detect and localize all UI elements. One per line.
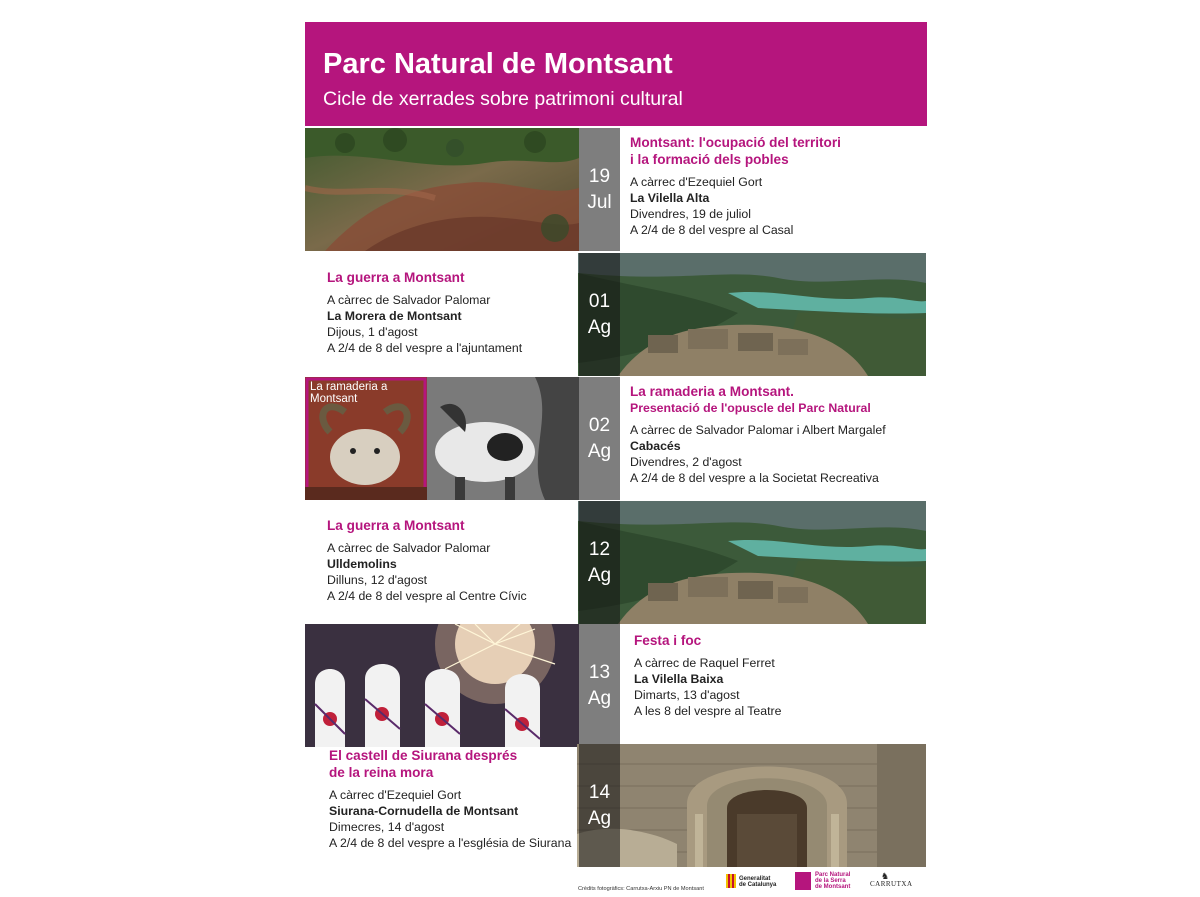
- event-day: 02: [588, 414, 611, 436]
- event-place: La Morera de Montsant: [327, 309, 462, 323]
- event-13-ag: [305, 624, 927, 747]
- event-speaker: A càrrec de Raquel Ferret: [634, 656, 775, 670]
- event-19-jul: [305, 128, 927, 251]
- event-date-badge: [579, 128, 620, 251]
- poster-header: [305, 22, 927, 126]
- event-date-badge: [579, 744, 620, 867]
- event-title: La guerra a Montsant: [327, 270, 465, 285]
- event-month: Ag: [587, 807, 612, 829]
- event-time-text: A 2/4 de 8 del vespre a la Societat Recreativa: [630, 471, 879, 485]
- event-details: [327, 517, 577, 604]
- event-date-text: Dimarts, 13 d'agost: [634, 688, 740, 702]
- poster-footer: Crèdits fotogràfics: Carrutxa-Arxiu PN de Montsant Generalitat de Catalunya Parc Natural de la Serra de Montsant ♞ CARRUTXA: [578, 871, 913, 892]
- rocky-hillside-photo: [305, 128, 579, 251]
- event-place: La Vilella Alta: [630, 191, 710, 205]
- event-date-text: Divendres, 19 de juliol: [630, 207, 751, 221]
- event-subtitle: Presentació de l'opuscle del Parc Natural: [630, 401, 871, 415]
- event-title: El castell de Siurana després de la reina mora: [329, 748, 518, 780]
- event-title: La ramaderia a Montsant.: [630, 384, 794, 399]
- event-speaker: A càrrec de Salvador Palomar: [327, 293, 491, 307]
- event-date-badge: [579, 624, 620, 747]
- event-month: Ag: [587, 564, 612, 586]
- event-01-ag: [305, 253, 927, 376]
- event-place: Ulldemolins: [327, 557, 397, 571]
- event-details: [329, 747, 577, 851]
- poster-subtitle: Cicle de xerrades sobre patrimoni cultural: [323, 88, 683, 110]
- event-14-ag: [305, 744, 927, 867]
- event-time-text: A 2/4 de 8 del vespre al Centre Cívic: [327, 589, 527, 603]
- event-title: Festa i foc: [634, 633, 702, 648]
- event-month: Ag: [587, 687, 612, 709]
- event-02-ag: [305, 377, 927, 500]
- event-place: Cabacés: [630, 439, 681, 453]
- event-date-badge: [579, 253, 620, 376]
- photo-credits: Crèdits fotogràfics: Carrutxa-Arxiu PN de Montsant: [578, 886, 704, 892]
- goats-photo: [305, 377, 579, 500]
- event-title: La guerra a Montsant: [327, 518, 465, 533]
- fire-festival-photo: [305, 624, 579, 747]
- event-time-text: A 2/4 de 8 del vespre al Casal: [630, 223, 794, 237]
- event-time-text: A 2/4 de 8 del vespre a l'ajuntament: [327, 341, 523, 355]
- river-valley-ruins-photo: [578, 253, 926, 376]
- event-day: 01: [588, 290, 611, 312]
- event-day: 19: [588, 165, 611, 187]
- romanesque-church-portal-photo: [577, 744, 926, 867]
- event-month: Ag: [587, 316, 612, 338]
- event-day: 14: [588, 781, 611, 803]
- poster-title: Parc Natural de Montsant: [323, 48, 673, 80]
- event-date-badge: [579, 377, 620, 500]
- event-speaker: A càrrec d'Ezequiel Gort: [329, 788, 462, 802]
- event-speaker: A càrrec de Salvador Palomar i Albert Margalef: [630, 423, 886, 437]
- event-speaker: A càrrec d'Ezequiel Gort: [630, 175, 763, 189]
- event-time-text: A 2/4 de 8 del vespre a l'església de Siurana: [329, 836, 572, 850]
- event-speaker: A càrrec de Salvador Palomar: [327, 541, 491, 555]
- event-day: 12: [588, 538, 611, 560]
- event-details: [630, 383, 927, 486]
- river-valley-ruins-photo: [578, 501, 926, 624]
- event-place: Siurana-Cornudella de Montsant: [329, 804, 519, 818]
- event-date-badge: [579, 501, 620, 624]
- event-time-text: A les 8 del vespre al Teatre: [634, 704, 782, 718]
- event-place: La Vilella Baixa: [634, 672, 724, 686]
- booklet-title: La ramaderia a Montsant: [310, 381, 388, 405]
- event-month: Jul: [587, 191, 612, 213]
- event-title: Montsant: l'ocupació del territori i la formació dels pobles: [630, 135, 841, 167]
- event-details: [630, 134, 927, 238]
- event-details: [634, 632, 927, 719]
- event-12-ag: [305, 501, 927, 624]
- event-day: 13: [588, 661, 611, 683]
- event-date-text: Dilluns, 12 d'agost: [327, 573, 428, 587]
- event-date-text: Divendres, 2 d'agost: [630, 455, 742, 469]
- carrutxa-logo: ♞ CARRUTXA: [870, 871, 913, 888]
- event-date-text: Dijous, 1 d'agost: [327, 325, 418, 339]
- event-month: Ag: [587, 440, 612, 462]
- poster: [305, 22, 927, 897]
- event-date-text: Dimecres, 14 d'agost: [329, 820, 445, 834]
- event-details: [327, 269, 577, 356]
